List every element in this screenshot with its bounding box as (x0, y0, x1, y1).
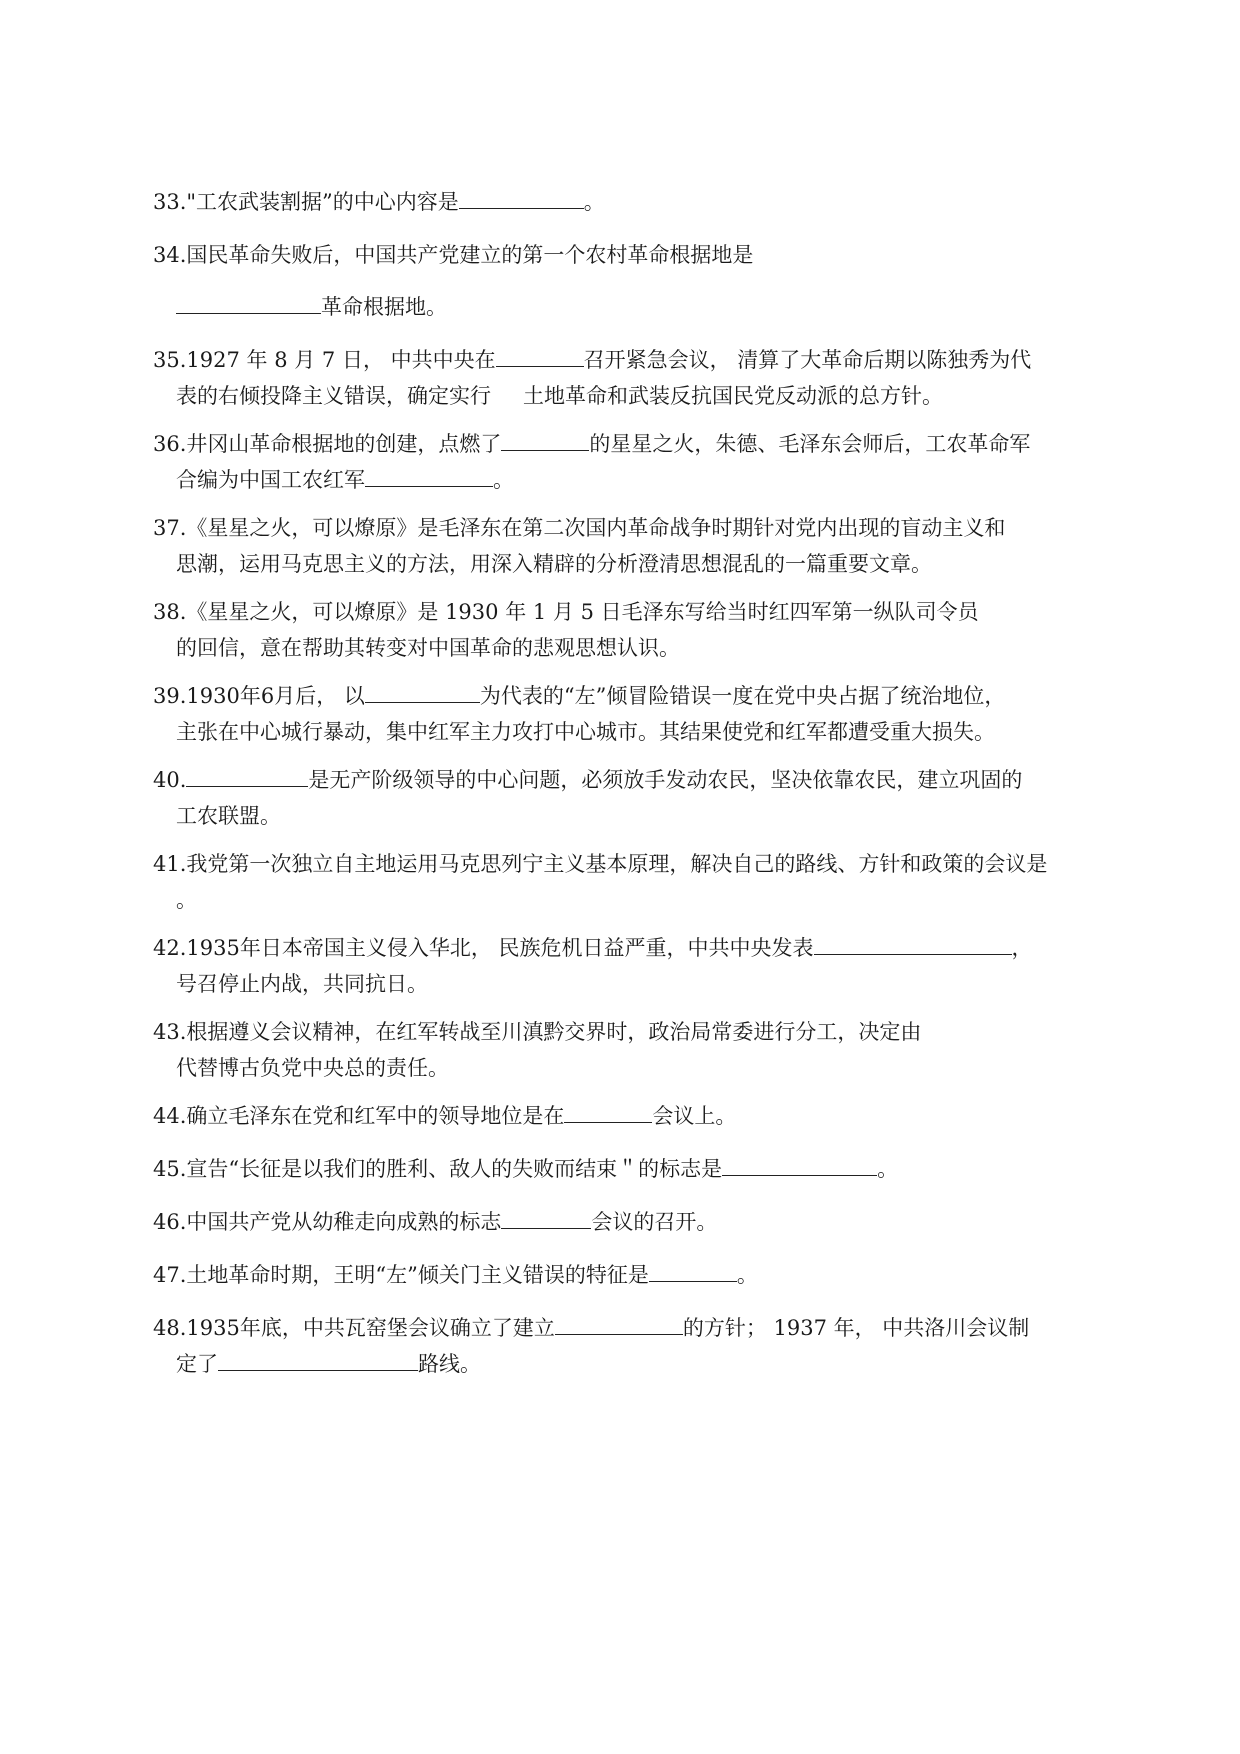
question-40 (153, 764, 1093, 832)
answer-blank (501, 428, 589, 451)
question-35-text-b: 召开紧急会议， 清算了大革命后期以陈独秀为代 (583, 348, 1032, 372)
question-48-line-2a: 定了 (176, 1352, 218, 1376)
answer-blank (564, 1100, 652, 1123)
question-43 (153, 1016, 1093, 1084)
question-46 (153, 1206, 1093, 1238)
question-48-line-2b: 路线。 (418, 1352, 481, 1376)
question-47-text-b: 。 (736, 1263, 758, 1287)
question-35 (153, 344, 1093, 412)
question-33-text: 33."工农武装割据”的中心内容是 (153, 190, 459, 214)
question-40-text: 是无产阶级领导的中心问题，必须放手发动农民，坚决依靠农民，建立巩固的 (308, 768, 1023, 792)
question-35-text-a: 35.1927 年 8 月 7 日， 中共中央在 (153, 348, 496, 372)
question-39-text-b: 为代表的“左”倾冒险错误一度在党中央占据了统治地位， (479, 684, 1006, 708)
question-36-text-b: 的星星之火，朱德、毛泽东会师后，工农革命军 (589, 432, 1031, 456)
question-37-line-2: 思潮，运用马克思主义的方法，用深入精辟的分析澄清思想混乱的一篇重要文章。 (176, 552, 932, 576)
question-48-text-a: 48.1935年底，中共瓦窑堡会议确立了建立 (153, 1316, 555, 1340)
answer-blank (186, 764, 308, 787)
question-37-line-1: 37.《星星之火，可以燎原》是毛泽东在第二次国内革命战争时期针对党内出现的盲动主义和 (153, 516, 1006, 540)
question-42-text-a: 42.1935年日本帝国主义侵入华北， 民族危机日益严重，中共中央发表 (153, 936, 814, 960)
question-40-line-2: 工农联盟。 (176, 804, 281, 828)
answer-blank (496, 344, 584, 367)
question-45-text-a: 45.宣告“长征是以我们的胜利、敌人的失败而结束＂的标志是 (153, 1157, 723, 1181)
question-47 (153, 1259, 1093, 1291)
question-43-line-1: 43.根据遵义会议精神，在红军转战至川滇黔交界时，政治局常委进行分工，决定由 (153, 1020, 922, 1044)
question-38-line-1: 38.《星星之火，可以燎原》是 1930 年 1 月 5 日毛泽东写给当时红四军第一纵队司令员 (153, 600, 979, 624)
question-41-line-1: 41.我党第一次独立自主地运用马克思列宁主义基本原理，解决自己的路线、方针和政策的会议是 (153, 852, 1048, 876)
question-39-line-2: 主张在中心城行暴动，集中红军主力攻打中心城市。其结果使党和红军都遭受重大损失。 (176, 720, 995, 744)
question-41 (153, 848, 1093, 916)
answer-blank (649, 1259, 737, 1282)
question-36 (153, 428, 1093, 496)
question-34-cont (153, 291, 1093, 323)
question-41-line-2: 。 (176, 888, 197, 912)
question-48 (153, 1312, 1093, 1380)
question-36-text-a: 36.井冈山革命根据地的创建，点燃了 (153, 432, 502, 456)
question-36-line-2a: 合编为中国工农红军 (176, 468, 365, 492)
answer-blank (218, 1348, 418, 1371)
question-44-text-a: 44.确立毛泽东在党和红军中的领导地位是在 (153, 1104, 565, 1128)
answer-blank (501, 1206, 591, 1229)
answer-blank (459, 186, 584, 209)
answer-blank (814, 932, 1012, 955)
question-34-line-1: 34.国民革命失败后，中国共产党建立的第一个农村革命根据地是 (153, 243, 754, 267)
question-34-line-2: 革命根据地。 (321, 295, 447, 319)
question-33 (153, 186, 1093, 218)
question-44-text-b: 会议上。 (652, 1104, 737, 1128)
question-35-line-2a: 表的右倾投降主义错误，确定实行 (176, 384, 491, 408)
question-39-text-a: 39.1930年6月后， 以 (153, 684, 365, 708)
question-39 (153, 680, 1093, 748)
question-48-text-b: 的方针； 1937 年， 中共洛川会议制 (682, 1316, 1030, 1340)
answer-blank (176, 291, 321, 314)
question-42 (153, 932, 1093, 1000)
question-40-number: 40. (153, 768, 187, 792)
question-46-text-b: 会议的召开。 (591, 1210, 718, 1234)
answer-blank (365, 464, 493, 487)
answer-blank (555, 1312, 683, 1335)
answer-blank (722, 1153, 877, 1176)
question-35-line-2b: 土地革命和武装反抗国民党反动派的总方针。 (523, 384, 943, 408)
question-47-text-a: 47.土地革命时期，王明“左”倾关门主义错误的特征是 (153, 1263, 649, 1287)
answer-blank (365, 680, 480, 703)
question-34 (153, 239, 1093, 271)
question-43-line-2: 代替博古负党中央总的责任。 (176, 1056, 449, 1080)
question-38-line-2: 的回信，意在帮助其转变对中国革命的悲观思想认识。 (176, 636, 680, 660)
question-45-text-b: 。 (877, 1157, 899, 1181)
question-44 (153, 1100, 1093, 1132)
question-36-line-2b: 。 (493, 468, 514, 492)
question-33-end: 。 (583, 190, 605, 214)
question-45 (153, 1153, 1093, 1185)
question-46-text-a: 46.中国共产党从幼稚走向成熟的标志 (153, 1210, 502, 1234)
question-42-line-2: 号召停止内战，共同抗日。 (176, 972, 428, 996)
question-37 (153, 512, 1093, 580)
question-38 (153, 596, 1093, 664)
question-42-text-b: ， (1011, 936, 1033, 960)
